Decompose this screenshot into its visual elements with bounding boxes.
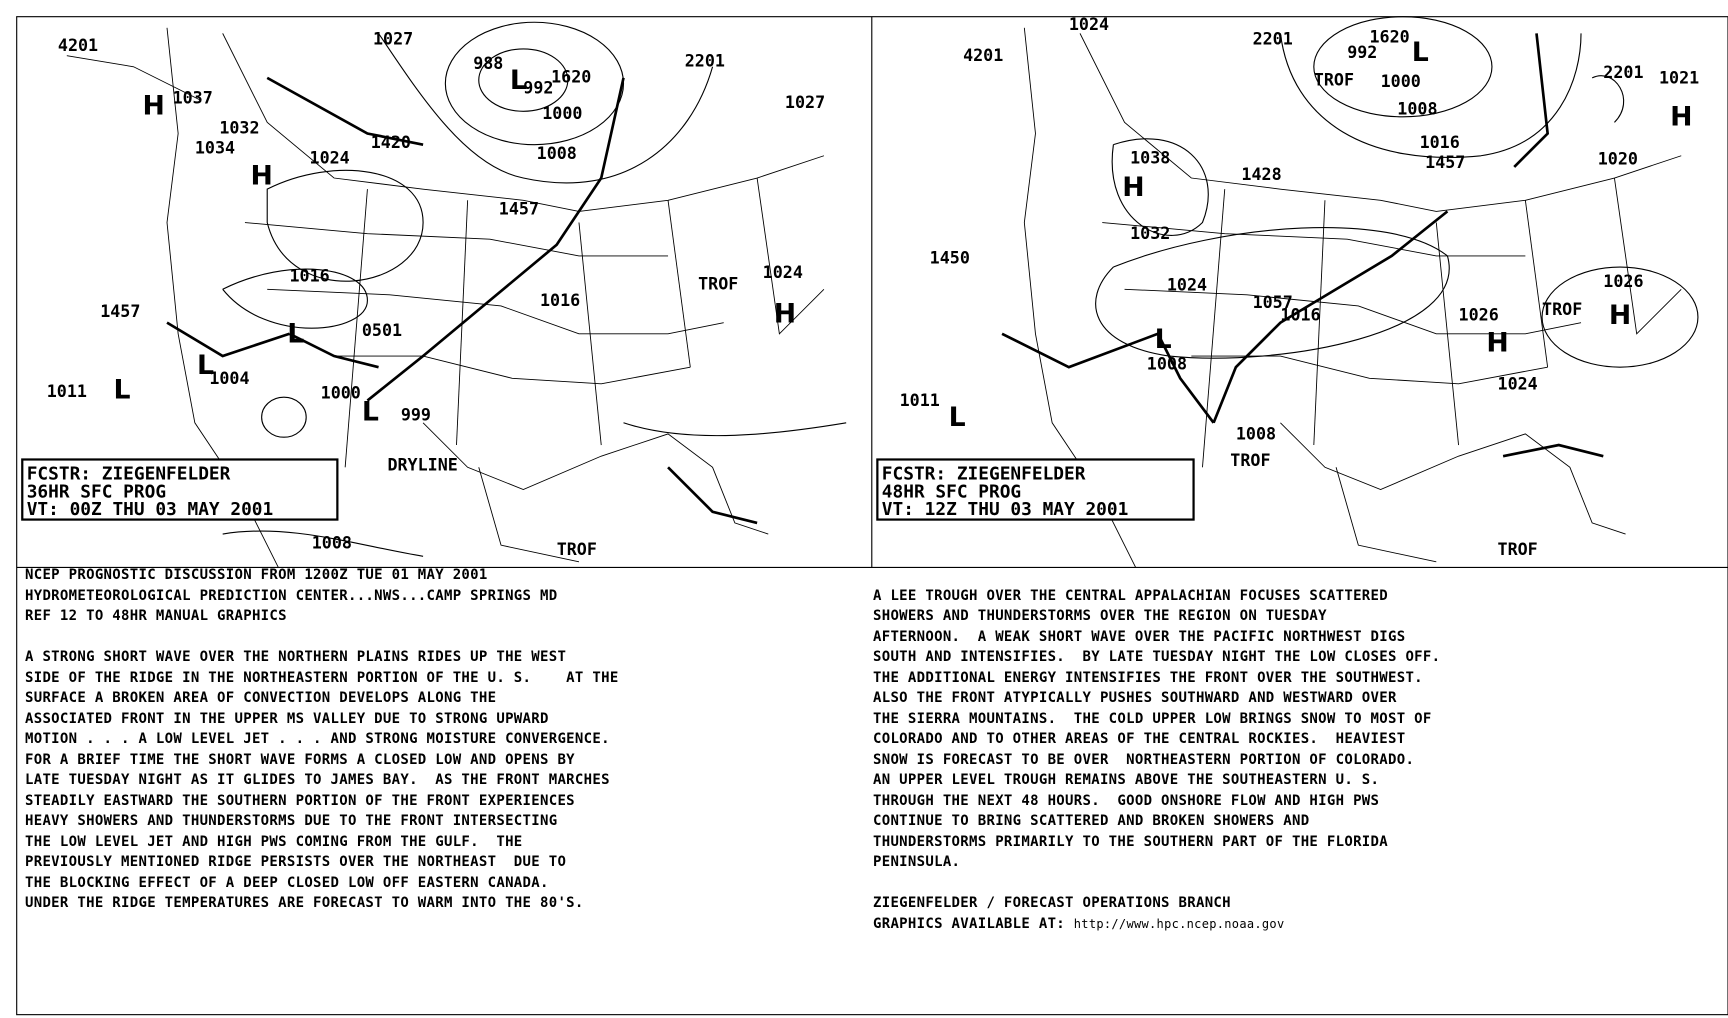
right-info-valid-time: VT: 12Z THU 03 MAY 2001 bbox=[881, 499, 1129, 521]
pressure-label: 1008 bbox=[1146, 354, 1188, 374]
pressure-label: 1024 bbox=[1166, 275, 1208, 295]
pressure-label: 1420 bbox=[370, 132, 411, 152]
pressure-label: 1011 bbox=[46, 382, 87, 402]
pressure-label: 1037 bbox=[172, 88, 213, 108]
discussion-line: ASSOCIATED FRONT IN THE UPPER MS VALLEY DUE TO STRONG UPWARD bbox=[25, 710, 549, 727]
right-info-forecaster: FCSTR: ZIEGENFELDER bbox=[881, 463, 1086, 485]
high-center: H bbox=[773, 298, 797, 330]
discussion-line: HEAVY SHOWERS AND THUNDERSTORMS DUE TO THE FRONT INTERSECTING bbox=[25, 813, 558, 829]
pressure-label: 4201 bbox=[57, 36, 99, 56]
low-center: L bbox=[948, 402, 966, 434]
discussion-line: MOTION . . . A LOW LEVEL JET . . . AND STRONG MOISTURE CONVERGENCE. bbox=[25, 731, 610, 747]
right-map-48hr bbox=[877, 15, 1699, 567]
graphics-line bbox=[873, 914, 1440, 935]
trough-label: TROF bbox=[1230, 451, 1271, 471]
pressure-label: 1024 bbox=[1497, 374, 1538, 394]
pressure-label: 1057 bbox=[1252, 293, 1293, 313]
pressure-label: 1024 bbox=[762, 263, 803, 283]
discussion-line: THE ADDITIONAL ENERGY INTENSIFIES THE FRONT OVER THE SOUTHWEST. bbox=[873, 669, 1423, 686]
trough-label: TROF bbox=[1542, 299, 1583, 319]
discussion-line: SNOW IS FORECAST TO BE OVER NORTHEASTERN PORTION OF COLORADO. bbox=[873, 751, 1415, 768]
pressure-label: 1620 bbox=[1369, 27, 1410, 47]
left-map-36hr bbox=[22, 22, 846, 567]
low-center: L bbox=[197, 349, 215, 381]
pressure-label: 988 bbox=[473, 53, 504, 73]
pressure-label: 1016 bbox=[1280, 305, 1321, 325]
low-center: L bbox=[287, 318, 305, 350]
left-info-valid-time: VT: 00Z THU 03 MAY 2001 bbox=[26, 499, 274, 521]
graphics-label: GRAPHICS AVAILABLE AT: bbox=[873, 915, 1066, 932]
pressure-label: 4201 bbox=[963, 46, 1004, 66]
left-map-fronts bbox=[167, 78, 757, 523]
right-info-prog: 48HR SFC PROG bbox=[881, 481, 1022, 503]
discussion-line: AN UPPER LEVEL TROUGH REMAINS ABOVE THE SOUTHEASTERN U. S. bbox=[873, 772, 1380, 788]
dryline-label: DRYLINE bbox=[387, 455, 458, 475]
discussion-line bbox=[25, 627, 619, 648]
discussion-line: A STRONG SHORT WAVE OVER THE NORTHERN PLAINS RIDES UP THE WEST bbox=[25, 649, 567, 665]
low-center: L bbox=[509, 65, 527, 97]
pressure-label: 1008 bbox=[536, 144, 577, 164]
high-center: H bbox=[1122, 171, 1145, 203]
discussion-line: A LEE TROUGH OVER THE CENTRAL APPALACHIAN FOCUSES SCATTERED bbox=[873, 587, 1388, 604]
pressure-label: 1008 bbox=[1397, 99, 1438, 119]
low-center: L bbox=[1154, 324, 1172, 356]
discussion-right bbox=[873, 565, 1440, 934]
trough-label: TROF bbox=[1313, 70, 1355, 90]
trough-label: TROF bbox=[698, 274, 739, 294]
pressure-label: 1457 bbox=[100, 302, 141, 322]
discussion-line: LATE TUESDAY NIGHT AS IT GLIDES TO JAMES BAY. AS THE FRONT MARCHES bbox=[25, 772, 610, 788]
discussion-left bbox=[25, 565, 619, 914]
discussion-line: PREVIOUSLY MENTIONED RIDGE PERSISTS OVER THE NORTHEAST DUE TO bbox=[25, 854, 567, 870]
pressure-label: 1620 bbox=[551, 67, 592, 87]
pressure-label: 1016 bbox=[1419, 132, 1460, 152]
discussion-line: HYDROMETEOROLOGICAL PREDICTION CENTER...NWS...CAMP SPRINGS MD bbox=[25, 587, 558, 604]
pressure-label: 1428 bbox=[1241, 165, 1282, 185]
pressure-label: 1027 bbox=[372, 29, 414, 49]
high-center: H bbox=[1608, 299, 1632, 331]
discussion-line: THROUGH THE NEXT 48 HOURS. GOOD ONSHORE FLOW AND HIGH PWS bbox=[873, 792, 1380, 809]
pressure-label: 0501 bbox=[361, 321, 403, 340]
high-center: H bbox=[1670, 101, 1693, 133]
pressure-label: 1008 bbox=[1235, 424, 1277, 444]
pressure-label: 1034 bbox=[194, 138, 236, 158]
discussion-line: THE LOW LEVEL JET AND HIGH PWS COMING FROM THE GULF. THE bbox=[25, 833, 523, 850]
discussion-line: SHOWERS AND THUNDERSTORMS OVER THE REGION ON TUESDAY bbox=[873, 608, 1327, 624]
discussion-line: THE SIERRA MOUNTAINS. THE COLD UPPER LOW BRINGS SNOW TO MOST OF bbox=[873, 710, 1432, 727]
pressure-label: 1457 bbox=[1425, 153, 1466, 172]
pressure-label: 1016 bbox=[289, 266, 330, 286]
pressure-label: 1016 bbox=[540, 290, 581, 310]
pressure-label: 1008 bbox=[311, 533, 352, 553]
pressure-label: 1000 bbox=[320, 383, 361, 403]
pressure-label: 1032 bbox=[1130, 224, 1171, 244]
low-center: L bbox=[113, 374, 131, 406]
pressure-label: 1032 bbox=[219, 118, 260, 138]
pressure-label: 1026 bbox=[1458, 305, 1499, 325]
pressure-label: 1004 bbox=[209, 368, 250, 388]
pressure-label: 1000 bbox=[1380, 71, 1421, 91]
pressure-label: 1011 bbox=[899, 391, 940, 411]
pressure-label: 2201 bbox=[1252, 29, 1293, 49]
discussion-line: NCEP PROGNOSTIC DISCUSSION FROM 1200Z TUE 01 MAY 2001 bbox=[25, 567, 488, 583]
pressure-label: 992 bbox=[1347, 42, 1378, 62]
discussion-line: SURFACE A BROKEN AREA OF CONVECTION DEVELOPS ALONG THE bbox=[25, 690, 497, 706]
pressure-label: 1020 bbox=[1597, 149, 1638, 169]
pressure-label: 1026 bbox=[1603, 272, 1644, 292]
pressure-label: 1024 bbox=[309, 148, 350, 168]
high-center: H bbox=[142, 90, 165, 122]
pressure-label: 1457 bbox=[498, 199, 540, 219]
discussion-line: THUNDERSTORMS PRIMARILY TO THE SOUTHERN PART OF THE FLORIDA bbox=[873, 833, 1388, 850]
pressure-label: 2201 bbox=[684, 51, 725, 71]
discussion-line: AFTERNOON. A WEAK SHORT WAVE OVER THE PACIFIC NORTHWEST DIGS bbox=[873, 628, 1406, 645]
pressure-label: 1021 bbox=[1658, 68, 1700, 88]
low-center: L bbox=[361, 396, 379, 428]
left-info-forecaster: FCSTR: ZIEGENFELDER bbox=[26, 463, 231, 485]
high-center: H bbox=[250, 160, 273, 192]
discussion-line: CONTINUE TO BRING SCATTERED AND BROKEN SHOWERS AND bbox=[873, 813, 1310, 829]
discussion-line: COLORADO AND TO OTHER AREAS OF THE CENTRAL ROCKIES. HEAVIEST bbox=[873, 731, 1406, 747]
discussion-line: FOR A BRIEF TIME THE SHORT WAVE FORMS A CLOSED LOW AND OPENS BY bbox=[25, 751, 575, 768]
pressure-label: 992 bbox=[523, 78, 554, 98]
discussion-line: ZIEGENFELDER / FORECAST OPERATIONS BRANCH bbox=[873, 895, 1231, 911]
discussion-line: REF 12 TO 48HR MANUAL GRAPHICS bbox=[25, 608, 287, 624]
discussion-line: PENINSULA. bbox=[873, 854, 961, 870]
high-center: H bbox=[1486, 327, 1509, 359]
pressure-label: 1024 bbox=[1068, 15, 1110, 35]
pressure-label: 2201 bbox=[1603, 62, 1644, 82]
discussion-line: THE BLOCKING EFFECT OF A DEEP CLOSED LOW OFF EASTERN CANADA. bbox=[25, 874, 549, 891]
discussion-line: SIDE OF THE RIDGE IN THE NORTHEASTERN PORTION OF THE U. S. AT THE bbox=[25, 669, 619, 686]
discussion-line: STEADILY EASTWARD THE SOUTHERN PORTION OF THE FRONT EXPERIENCES bbox=[25, 792, 575, 809]
pressure-label: 1027 bbox=[784, 92, 826, 112]
discussion-line: UNDER THE RIDGE TEMPERATURES ARE FORECAST TO WARM INTO THE 80'S. bbox=[25, 895, 584, 911]
low-center: L bbox=[1411, 37, 1429, 69]
left-info-prog: 36HR SFC PROG bbox=[26, 481, 167, 503]
discussion-line: ALSO THE FRONT ATYPICALLY PUSHES SOUTHWARD AND WESTWARD OVER bbox=[873, 690, 1397, 706]
graphics-url-link[interactable]: http://www.hpc.ncep.noaa.gov bbox=[1073, 916, 1285, 931]
trough-label: TROF bbox=[1497, 540, 1538, 560]
pressure-label: 1000 bbox=[542, 104, 583, 124]
discussion-line bbox=[873, 873, 1440, 894]
discussion-line: SOUTH AND INTENSIFIES. BY LATE TUESDAY NIGHT THE LOW CLOSES OFF. bbox=[873, 649, 1441, 665]
trough-label: TROF bbox=[556, 540, 597, 560]
pressure-label: 999 bbox=[400, 405, 431, 425]
pressure-label: 1038 bbox=[1130, 148, 1171, 168]
pressure-label: 1450 bbox=[929, 248, 970, 268]
